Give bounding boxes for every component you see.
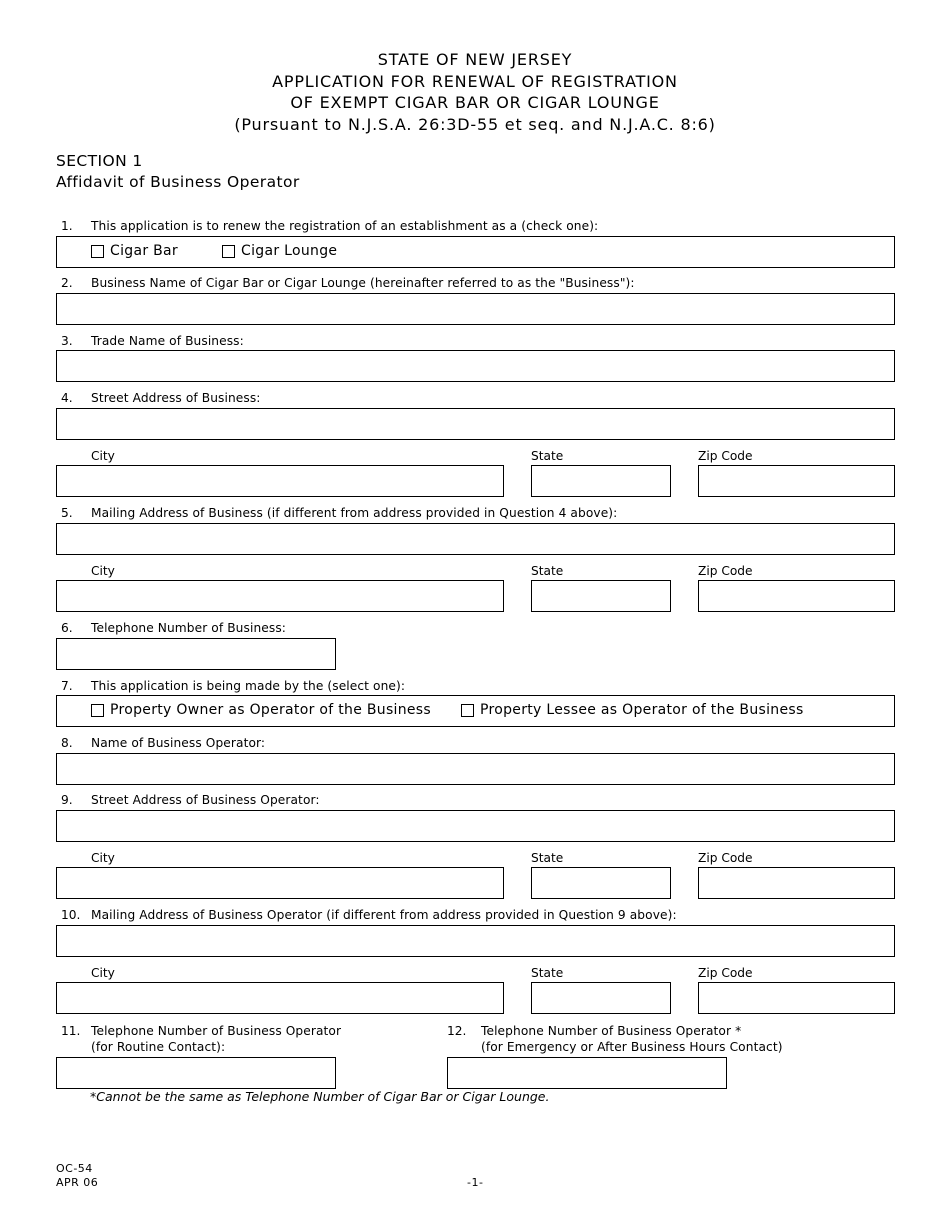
- q9-state-label: State: [531, 851, 564, 865]
- q4-city-label: City: [91, 449, 115, 463]
- q9-label: Street Address of Business Operator:: [91, 793, 320, 807]
- business-phone-field[interactable]: [56, 638, 336, 670]
- operator-mailing-zip-field[interactable]: [698, 982, 895, 1014]
- option-cigar-bar[interactable]: [91, 243, 178, 259]
- q4-number: 4.: [61, 391, 73, 405]
- mailing-zip-field[interactable]: [698, 580, 895, 612]
- q1-number: 1.: [61, 219, 73, 233]
- q5-city-label: City: [91, 564, 115, 578]
- q11-number: 11.: [61, 1024, 81, 1038]
- q5-number: 5.: [61, 506, 73, 520]
- header-line-1: STATE OF NEW JERSEY: [377, 50, 573, 69]
- mailing-state-field[interactable]: [531, 580, 671, 612]
- cigar-lounge-checkbox[interactable]: [222, 245, 235, 258]
- q12-label-line1: Telephone Number of Business Operator *: [481, 1024, 742, 1038]
- q2-number: 2.: [61, 276, 73, 290]
- business-street-field[interactable]: [56, 408, 895, 440]
- option-property-owner[interactable]: [91, 702, 431, 718]
- business-mailing-field[interactable]: [56, 523, 895, 555]
- q8-number: 8.: [61, 736, 73, 750]
- q9-city-label: City: [91, 851, 115, 865]
- section-number: SECTION 1: [56, 152, 143, 170]
- property-owner-label: Property Owner as Operator of the Business: [110, 702, 431, 718]
- q3-number: 3.: [61, 334, 73, 348]
- option-property-lessee[interactable]: [461, 702, 804, 718]
- q7-number: 7.: [61, 679, 73, 693]
- q10-label: Mailing Address of Business Operator (if different from address provided in Question 9 above):: [91, 908, 677, 922]
- operator-mailing-city-field[interactable]: [56, 982, 504, 1014]
- q12-label-line2: (for Emergency or After Business Hours Contact): [481, 1040, 783, 1054]
- q10-number: 10.: [61, 908, 81, 922]
- q5-state-label: State: [531, 564, 564, 578]
- q2-label: Business Name of Cigar Bar or Cigar Lounge (hereinafter referred to as the "Business"):: [91, 276, 635, 290]
- q10-zip-label: Zip Code: [698, 966, 753, 980]
- section-title: Affidavit of Business Operator: [56, 173, 300, 191]
- q3-label: Trade Name of Business:: [91, 334, 244, 348]
- q5-zip-label: Zip Code: [698, 564, 753, 578]
- form-id: OC-54: [56, 1162, 93, 1175]
- business-state-field[interactable]: [531, 465, 671, 497]
- q9-zip-label: Zip Code: [698, 851, 753, 865]
- operator-zip-field[interactable]: [698, 867, 895, 899]
- operator-state-field[interactable]: [531, 867, 671, 899]
- q6-number: 6.: [61, 621, 73, 635]
- q4-state-label: State: [531, 449, 564, 463]
- q10-state-label: State: [531, 966, 564, 980]
- business-name-field[interactable]: [56, 293, 895, 325]
- q12-number: 12.: [447, 1024, 467, 1038]
- q1-label: This application is to renew the registration of an establishment as a (check one):: [91, 219, 599, 233]
- header-line-4: (Pursuant to N.J.S.A. 26:3D-55 et seq. and N.J.A.C. 8:6): [234, 115, 716, 134]
- cigar-bar-label: Cigar Bar: [110, 243, 178, 259]
- property-owner-checkbox[interactable]: [91, 704, 104, 717]
- q6-label: Telephone Number of Business:: [91, 621, 286, 635]
- header-line-3: OF EXEMPT CIGAR BAR OR CIGAR LOUNGE: [290, 93, 660, 112]
- q10-city-label: City: [91, 966, 115, 980]
- q5-label: Mailing Address of Business (if different from address provided in Question 4 above):: [91, 506, 618, 520]
- trade-name-field[interactable]: [56, 350, 895, 382]
- property-lessee-checkbox[interactable]: [461, 704, 474, 717]
- cigar-bar-checkbox[interactable]: [91, 245, 104, 258]
- mailing-city-field[interactable]: [56, 580, 504, 612]
- property-lessee-label: Property Lessee as Operator of the Business: [480, 702, 804, 718]
- business-city-field[interactable]: [56, 465, 504, 497]
- q11-label-line1: Telephone Number of Business Operator: [91, 1024, 342, 1038]
- operator-emergency-phone-field[interactable]: [447, 1057, 727, 1089]
- q8-label: Name of Business Operator:: [91, 736, 266, 750]
- q4-label: Street Address of Business:: [91, 391, 261, 405]
- operator-mailing-field[interactable]: [56, 925, 895, 957]
- form-date: APR 06: [56, 1176, 99, 1189]
- q7-options-box: [56, 695, 895, 727]
- option-cigar-lounge[interactable]: [222, 243, 337, 259]
- operator-routine-phone-field[interactable]: [56, 1057, 336, 1089]
- operator-name-field[interactable]: [56, 753, 895, 785]
- phone-note: *Cannot be the same as Telephone Number of Cigar Bar or Cigar Lounge.: [90, 1089, 550, 1104]
- q11-label-line2: (for Routine Contact):: [91, 1040, 226, 1054]
- cigar-lounge-label: Cigar Lounge: [241, 243, 338, 259]
- operator-street-field[interactable]: [56, 810, 895, 842]
- q9-number: 9.: [61, 793, 73, 807]
- header-line-2: APPLICATION FOR RENEWAL OF REGISTRATION: [272, 72, 678, 91]
- operator-city-field[interactable]: [56, 867, 504, 899]
- q1-options-box: [56, 236, 895, 268]
- q4-zip-label: Zip Code: [698, 449, 753, 463]
- page-number: -1-: [467, 1176, 484, 1189]
- operator-mailing-state-field[interactable]: [531, 982, 671, 1014]
- business-zip-field[interactable]: [698, 465, 895, 497]
- q7-label: This application is being made by the (select one):: [91, 679, 406, 693]
